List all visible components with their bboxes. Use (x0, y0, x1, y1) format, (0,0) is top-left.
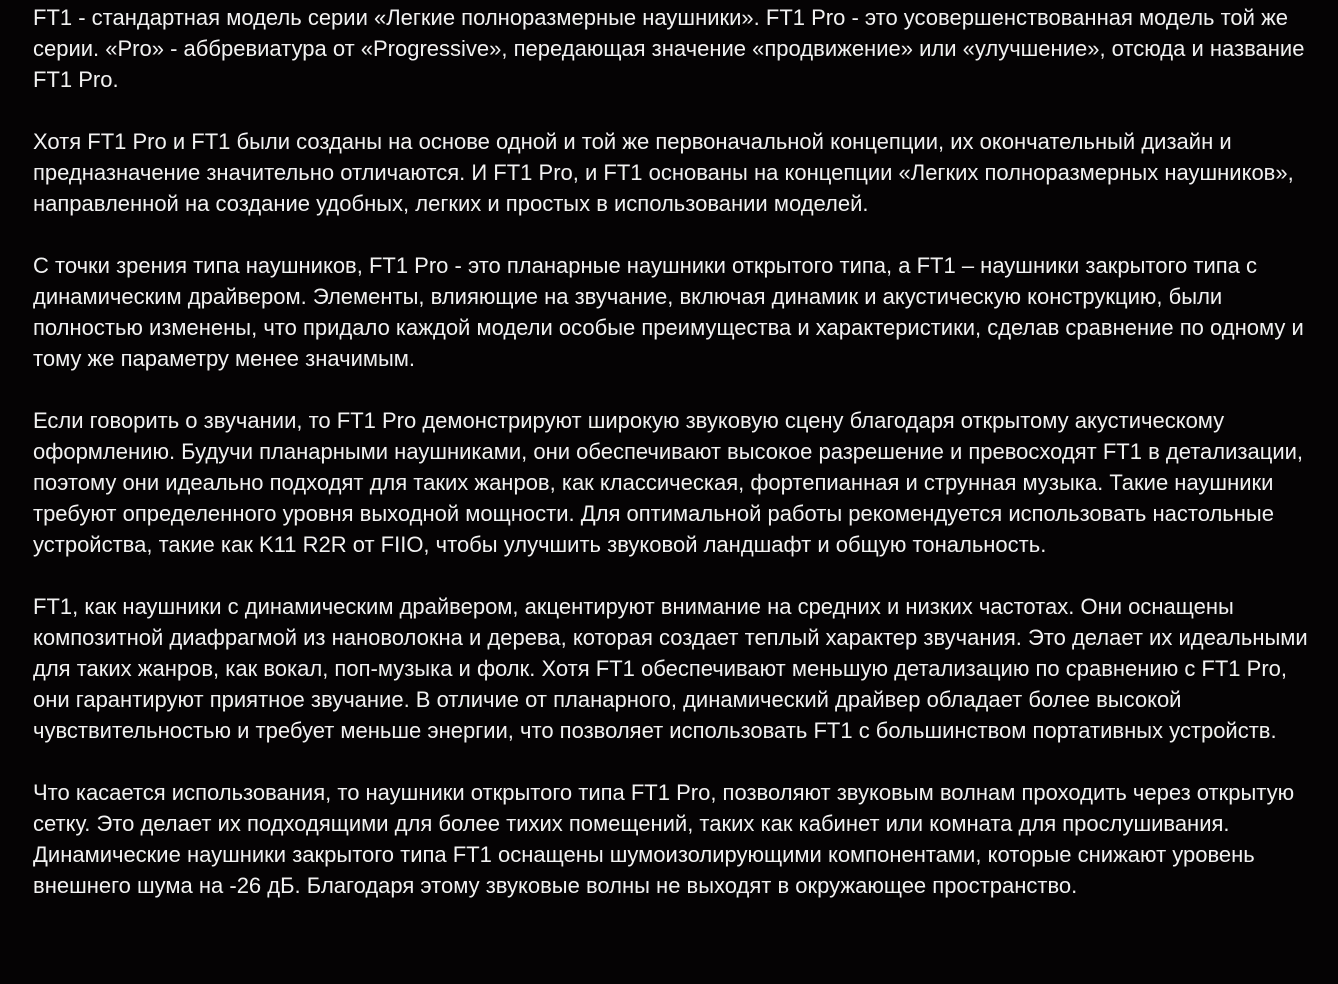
paragraph-usage: Что касается использования, то наушники открытого типа FT1 Pro, позволяют звуковым волнам проходить через открытую сетку. Это делает их подходящими для более тихих помещений, таких как кабинет или комната для прослушивания. Динамические наушники закрытого типа FT1 оснащены шумоизолирующими компонентами, которые снижают уровень внешнего шума на -26 дБ. Благодаря этому звуковые волны не выходят в окружающее пространство. (33, 780, 1295, 898)
paragraph-headphone-type: С точки зрения типа наушников, FT1 Pro - это планарные наушники открытого типа, а FT1 – наушники закрытого типа с динамическим драйвером. Элементы, влияющие на звучание, включая динамик и акустическую конструкцию, были полностью изменены, что придало каждой модели особые преимущества и характеристики, сделав сравнение по одному и тому же параметру менее значимым. (33, 253, 1304, 371)
paragraph-ft1-sound: FT1, как наушники с динамическим драйвером, акцентируют внимание на средних и низких частотах. Они оснащены композитной диафрагмой из нановолокна и дерева, которая создает теплый характер звучания. Это делает их идеальными для таких жанров, как вокал, поп-музыка и фолк. Хотя FT1 обеспечивают меньшую детализацию по сравнению с FT1 Pro, они гарантируют приятное звучание. В отличие от планарного, динамический драйвер обладает более высокой чувствительностью и требует меньше энергии, что позволяет использовать FT1 с большинством портативных устройств. (33, 594, 1308, 743)
article-body (33, 2, 1323, 932)
paragraph-concept: Хотя FT1 Pro и FT1 были созданы на основе одной и той же первоначальной концепции, их окончательный дизайн и предназначение значительно отличаются. И FT1 Pro, и FT1 основаны на концепции «Легких полноразмерных наушников», направленной на создание удобных, легких и простых в использовании моделей. (33, 129, 1294, 216)
paragraph-ft1-pro-sound: Если говорить о звучании, то FT1 Pro демонстрируют широкую звуковую сцену благодаря открытому акустическому оформлению. Будучи планарными наушниками, они обеспечивают высокое разрешение и превосходят FT1 в детализации, поэтому они идеально подходят для таких жанров, как классическая, фортепианная и струнная музыка. Такие наушники требуют определенного уровня выходной мощности. Для оптимальной работы рекомендуется использовать настольные устройства, такие как K11 R2R от FIIO, чтобы улучшить звуковой ландшафт и общую тональность. (33, 408, 1304, 557)
paragraph-model-intro: FT1 - стандартная модель серии «Легкие полноразмерные наушники». FT1 Pro - это усовершенствованная модель той же серии. «Pro» - аббревиатура от «Progressive», передающая значение «продвижение» или «улучшение», отсюда и название FT1 Pro. (33, 5, 1305, 92)
